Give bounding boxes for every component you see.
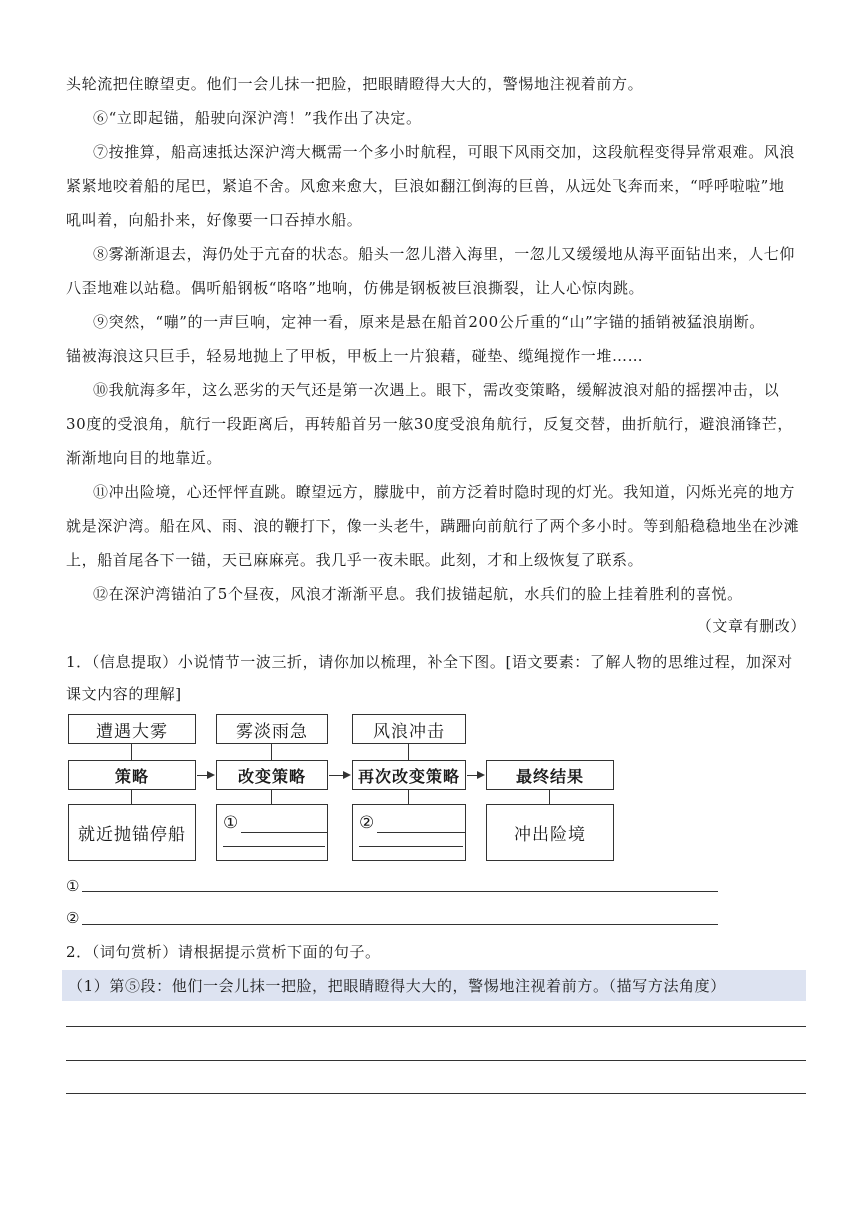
answer-1-label: ① bbox=[66, 877, 81, 895]
connector-line bbox=[271, 790, 272, 805]
answer-1-line[interactable] bbox=[82, 891, 718, 892]
connector-line bbox=[131, 744, 132, 761]
diagram-box-change-strategy-again: 再次改变策略 bbox=[352, 760, 466, 790]
plot-flow-diagram bbox=[66, 712, 626, 864]
blank-1-line[interactable] bbox=[241, 832, 327, 833]
diagram-blank-box-1 bbox=[216, 804, 328, 861]
diagram-box-anchor-nearby: 就近抛锚停船 bbox=[68, 804, 196, 861]
arrow-right-icon bbox=[467, 775, 483, 776]
passage-line: 锚被海浪这只巨手，轻易地抛上了甲板，甲板上一片狼藉，碰垫、缆绳搅作一堆…… bbox=[66, 347, 644, 365]
passage-line: 渐渐地向目的地靠近。 bbox=[66, 449, 223, 467]
connector-line bbox=[408, 790, 409, 805]
blank-2-line-2[interactable] bbox=[359, 846, 463, 847]
arrow-right-icon bbox=[197, 775, 213, 776]
answer-2-label: ② bbox=[66, 909, 81, 927]
paragraph-6: ⑥“立即起锚，船驶向深沪湾！”我作出了决定。 bbox=[93, 109, 422, 127]
paragraph-12: ⑫在深沪湾锚泊了5个昼夜，风浪才渐渐平息。我们拔锚起航，水兵们的脸上挂着胜利的喜悦。 bbox=[93, 585, 743, 603]
passage-line: 紧紧地咬着船的尾巴，紧追不舍。风愈来愈大，巨浪如翻江倒海的巨兽，从远处飞奔而来，“呼呼啦啦”地 bbox=[66, 177, 785, 195]
blank-1-label: ① bbox=[223, 813, 240, 833]
arrow-right-icon bbox=[329, 775, 349, 776]
passage-line: 就是深沪湾。船在风、雨、浪的鞭打下，像一头老牛，蹒跚向前航行了两个多小时。等到船稳稳地坐在沙滩 bbox=[66, 517, 800, 535]
connector-line bbox=[408, 744, 409, 761]
paragraph-10: ⑩我航海多年，这么恶劣的天气还是第一次遇上。眼下，需改变策略，缓解波浪对船的摇摆冲击，以 bbox=[93, 381, 780, 399]
paragraph-11: ⑪冲出险境，心还怦怦直跳。瞭望远方，朦胧中，前方泛着时隐时现的灯光。我知道，闪烁光亮的地方 bbox=[93, 483, 796, 501]
blank-1-line-2[interactable] bbox=[223, 846, 325, 847]
diagram-blank-box-2 bbox=[352, 804, 466, 861]
question-1-prompt: 1．（信息提取）小说情节一波三折，请你加以梳理，补全下图。[语文要素：了解人物的思维过程，加深对 bbox=[66, 653, 793, 671]
passage-line: 吼叫着，向船扑来，好像要一口吞掉水船。 bbox=[66, 211, 363, 229]
passage-line: 八歪地难以站稳。偶听船钢板“咯咯”地响，仿佛是钢板被巨浪撕裂，让人心惊肉跳。 bbox=[66, 279, 645, 297]
answer-2-line[interactable] bbox=[82, 924, 718, 925]
question-1-prompt-cont: 课文内容的理解] bbox=[66, 685, 182, 703]
connector-line bbox=[549, 790, 550, 805]
blank-2-line[interactable] bbox=[377, 832, 465, 833]
paragraph-8: ⑧雾渐渐退去，海仍处于亢奋的状态。船头一忽儿潜入海里，一忽儿又缓缓地从海平面钻出来，人七仰 bbox=[93, 245, 796, 263]
diagram-box-fog-fades: 雾淡雨急 bbox=[216, 714, 328, 744]
paragraph-7: ⑦按推算，船高速抵达深沪湾大概需一个多小时航程，可眼下风雨交加，这段航程变得异常艰难。风浪 bbox=[93, 143, 796, 161]
diagram-box-final-result: 最终结果 bbox=[486, 760, 614, 790]
paragraph-9: ⑨突然，“嘣”的一声巨响，定神一看，原来是悬在船首200公斤重的“山”字锚的插销被猛浪崩断。 bbox=[93, 313, 765, 331]
answer-line[interactable] bbox=[66, 1093, 806, 1094]
connector-line bbox=[131, 790, 132, 805]
diagram-box-wave-impact: 风浪冲击 bbox=[352, 714, 466, 744]
passage-line: 上，船首尾各下一锚，天已麻麻亮。我几乎一夜未眠。此刻，才和上级恢复了联系。 bbox=[66, 551, 644, 569]
question-2-sub-1: （1）第⑤段：他们一会儿抹一把脸，把眼睛瞪得大大的，警惕地注视着前方。（描写方法角度） bbox=[68, 977, 726, 995]
blank-2-label: ② bbox=[359, 813, 376, 833]
passage-line: 头轮流把住瞭望吏。他们一会儿抹一把脸，把眼睛瞪得大大的，警惕地注视着前方。 bbox=[66, 75, 644, 93]
answer-line[interactable] bbox=[66, 1026, 806, 1027]
diagram-box-encounter-fog: 遭遇大雾 bbox=[68, 714, 196, 744]
question-2-prompt: 2．（词句赏析）请根据提示赏析下面的句子。 bbox=[66, 943, 381, 961]
connector-line bbox=[271, 744, 272, 761]
passage-line: 30度的受浪角，航行一段距离后，再转船首另一舷30度受浪角航行，反复交替，曲折航行，避浪涌锋芒， bbox=[66, 415, 793, 433]
diagram-box-escape-danger: 冲出险境 bbox=[486, 804, 614, 861]
diagram-box-strategy: 策略 bbox=[68, 760, 196, 790]
answer-line[interactable] bbox=[66, 1060, 806, 1061]
source-note: （文章有删改） bbox=[696, 617, 806, 635]
diagram-box-change-strategy: 改变策略 bbox=[216, 760, 328, 790]
